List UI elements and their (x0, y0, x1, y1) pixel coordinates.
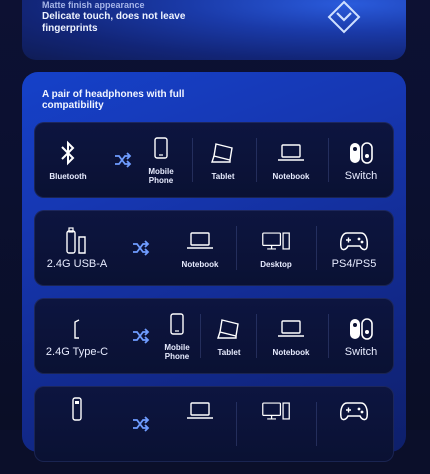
tablet-icon (208, 140, 238, 166)
target-switch (332, 298, 390, 374)
target-label: Notebook (272, 171, 310, 181)
connection-row-bluetooth (34, 122, 394, 198)
gamepad-icon (339, 398, 369, 424)
type-c-dongle-icon (62, 316, 92, 342)
target-label: Switch (344, 169, 378, 182)
compatibility-panel (22, 72, 406, 452)
source-bluetooth (40, 122, 96, 198)
feature-subtitle: Matte finish appearance (42, 0, 145, 10)
desktop-computer-icon (261, 228, 291, 254)
target-mobile-phone (152, 298, 202, 374)
switch-console-icon (346, 316, 376, 342)
source-cable (38, 386, 116, 472)
target-gamepad (318, 386, 390, 474)
notebook-icon (276, 316, 306, 342)
target-ps4-ps5 (318, 210, 390, 286)
source-label: 2.4G Type-C (45, 345, 109, 358)
target-label: Notebook (181, 259, 219, 269)
divider (200, 314, 201, 358)
usb-cable-icon (62, 396, 92, 422)
notebook-icon (185, 398, 215, 424)
gamepad-icon (339, 228, 369, 254)
divider (236, 402, 237, 446)
shuffle-arrows-icon (114, 152, 132, 168)
tablet-icon (214, 316, 244, 342)
shuffle-arrows-icon (132, 328, 150, 344)
target-notebook (260, 298, 322, 374)
source-usb-a (38, 210, 116, 286)
source-type-c (38, 298, 116, 374)
target-label: Tablet (211, 171, 235, 181)
target-label: Mobile Phone (148, 167, 174, 185)
divider (256, 314, 257, 358)
connection-row-usb-c-cable (34, 386, 394, 462)
mobile-phone-icon (162, 311, 192, 337)
target-desktop (238, 210, 314, 286)
usb-a-dongle-icon (62, 228, 92, 254)
switch-console-icon (346, 140, 376, 166)
target-desktop (238, 386, 314, 474)
target-switch (332, 122, 390, 198)
notebook-icon (276, 140, 306, 166)
target-mobile-phone (136, 122, 186, 198)
divider (316, 402, 317, 446)
target-label: Mobile Phone (164, 343, 190, 361)
source-label: Bluetooth (49, 171, 87, 181)
shuffle-arrows-icon (132, 240, 150, 256)
target-tablet (204, 298, 254, 374)
target-label: Desktop (260, 259, 292, 269)
mobile-phone-icon (146, 135, 176, 161)
target-label: Tablet (217, 347, 241, 357)
target-notebook (260, 122, 322, 198)
divider (328, 314, 329, 358)
target-label: Switch (344, 345, 378, 358)
target-label: Notebook (272, 347, 310, 357)
connection-row-type-c (34, 298, 394, 374)
desktop-computer-icon (261, 398, 291, 424)
feature-description: Delicate touch, does not leave fingerprints (42, 11, 186, 34)
diamond-chevron-icon (327, 0, 361, 34)
divider (192, 138, 193, 182)
divider (328, 138, 329, 182)
bluetooth-icon (53, 140, 83, 166)
target-label: PS4/PS5 (331, 257, 377, 270)
target-notebook (160, 210, 240, 286)
target-tablet (196, 122, 250, 198)
divider (256, 138, 257, 182)
feature-card-matte (22, 0, 406, 60)
connection-row-usb-a (34, 210, 394, 286)
notebook-icon (185, 228, 215, 254)
source-label: 2.4G USB-A (46, 257, 108, 270)
divider (236, 226, 237, 270)
divider (316, 226, 317, 270)
compatibility-title: A pair of headphones with full compatibility (42, 89, 185, 111)
target-notebook (160, 386, 240, 474)
